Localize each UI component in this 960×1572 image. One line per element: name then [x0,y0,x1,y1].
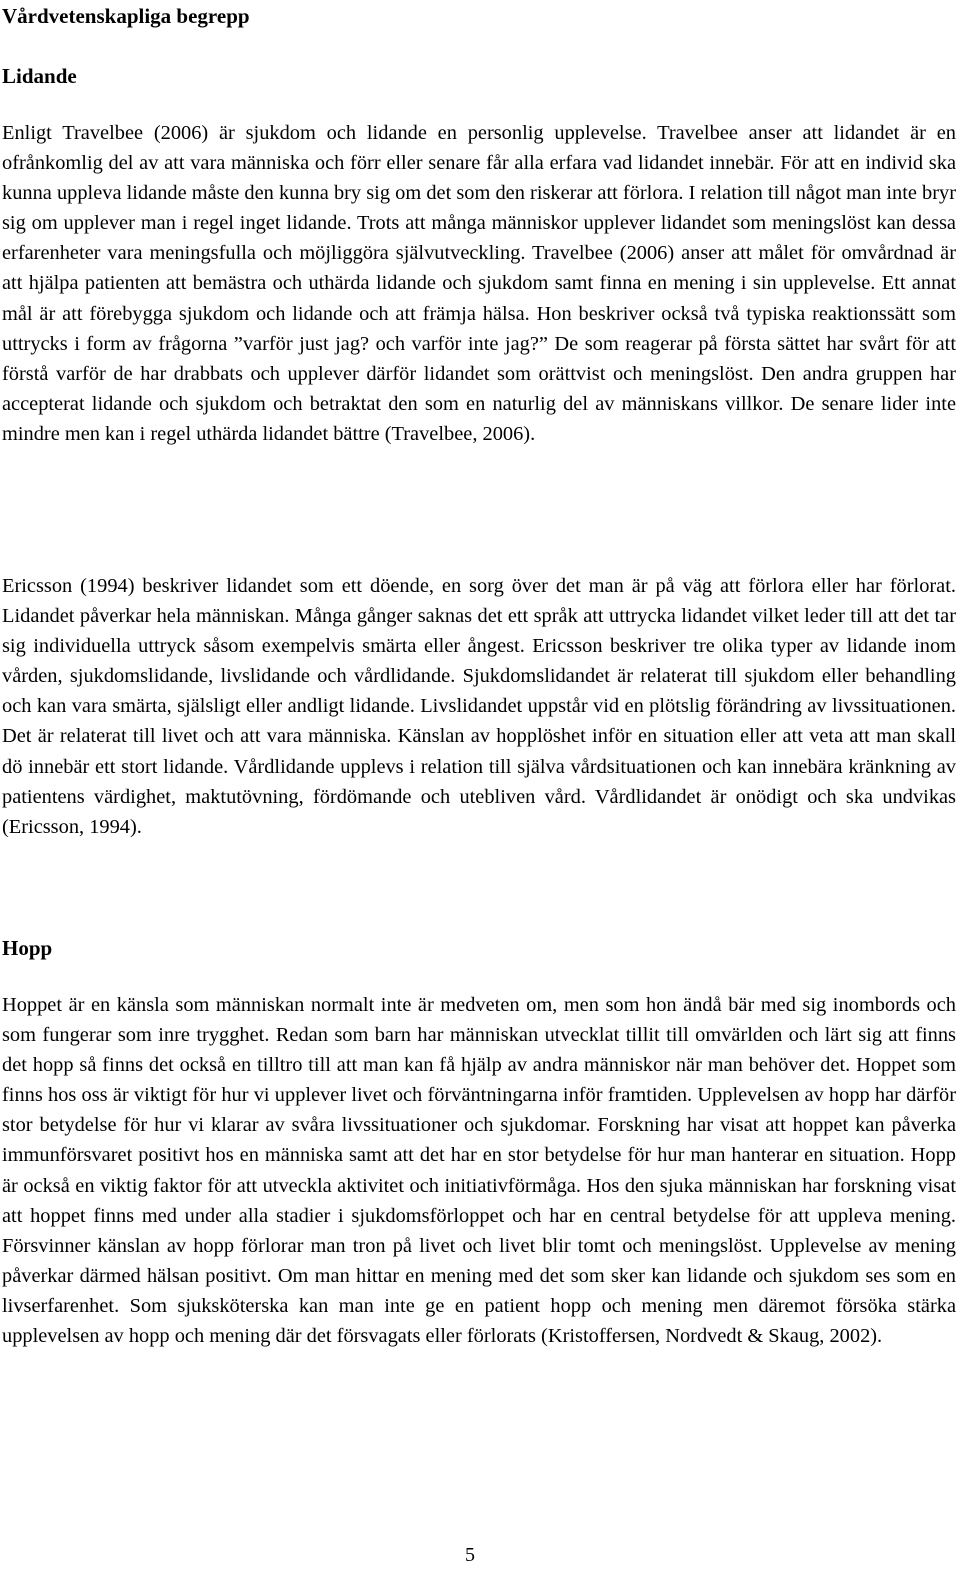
paragraph-lidande-2: Ericsson (1994) beskriver lidandet som ett döende, en sorg över det man är på väg att förlora eller har förlorat. Lidandet påverkar hela människan. Många gånger saknas det ett språk att uttrycka lidandet vilket leder till att det tar sig individuella uttryck såsom exempelvis smärta eller ångest. Ericsson beskriver tre olika typer av lidande inom vården, sjukdomslidande, livslidande och vårdlidande. Sjukdomslidandet är relaterat till sjukdom eller behandling och kan vara smärta, själsligt eller andligt lidande. Livslidandet uppstår vid en plötslig förändring av livssituationen. Det är relaterat till livet och att vara människa. Känslan av hopplöshet inför en situation eller att veta att man skall dö innebär ett stort lidande. Vårdlidande upplevs i relation till själva vårdsituationen och kan innebära kränkning av patientens värdighet, maktutövning, fördömande och utebliven vård. Vårdlidandet är onödigt och ska undvikas (Ericsson, 1994). [2,575,956,838]
paragraph-hopp-1: Hoppet är en känsla som människan normalt inte är medveten om, men som hon ändå bär med sig inombords och som fungerar som inre trygghet. Redan som barn har människan utvecklat tillit till omvärlden och lärt sig att finns det hopp så finns det också en tilltro till att man kan få hjälp av andra människor när man behöver det. Hoppet som finns hos oss är viktigt för hur vi upplever livet och förväntningarna inför framtiden. Upplevelsen av hopp har därför stor betydelse för hur vi klarar av svåra livssituationer och sjukdomar. Forskning har visat att hoppet kan påverka immunförsvaret positivt hos en människa samt att det har en stor betydelse för hur man hanterar en situation. Hopp är också en viktig faktor för att utveckla aktivitet och initiativförmåga. Hos den sjuka människan har forskning visat att hoppet finns med under alla stadier i sjukdomsförloppet och har en central betydelse för att uppleva mening. Försvinner känslan av hopp förlorar man tron på livet och livet blir tomt och meningslöst. Upplevelse av mening påverkar därmed hälsan positivt. Om man hittar en mening med det som sker kan lidande och sjukdom ses som en livserfarenhet. Som sjuksköterska kan man inte ge en patient hopp och mening men däremot försöka stärka upplevelsen av hopp och mening där det försvagats eller förlorats (Kristoffersen, Nordvedt & Skaug, 2002). [2,994,956,1348]
page-title: Vårdvetenskapliga begrepp [2,4,250,28]
section-heading-hopp: Hopp [2,936,53,960]
section-heading-lidande: Lidande [2,64,77,88]
paragraph-lidande-1: Enligt Travelbee (2006) är sjukdom och lidande en personlig upplevelse. Travelbee anser att lidandet är en ofrånkomlig del av att vara människa och förr eller senare får alla erfara vad lidandet innebär. För att en individ ska kunna uppleva lidande måste den kunna bry sig om det som den riskerar att förlora. I relation till något man inte bryr sig om upplever man i regel inget lidande. Trots att många människor upplever lidandet som meningslöst kan dessa erfarenheter vara meningsfulla och möjliggöra självutveckling. Travelbee (2006) anser att målet för omvårdnad är att hjälpa patienten att bemästra och uthärda lidande och sjukdom samt finna en mening i sin upplevelse. Ett annat mål är att förebygga sjukdom och lidande och att främja hälsa. Hon beskriver också två typiska reaktionssätt som uttrycks i form av frågorna ”varför just jag? och varför inte jag?” De som reagerar på första sättet har svårt för att förstå varför de har drabbats och upplever därför lidandet som orättvist och meningslöst. Den andra gruppen har accepterat lidande och sjukdom och betraktat den som en naturlig del av människans villkor. De senare lider inte mindre men kan i regel uthärda lidandet bättre (Travelbee, 2006). [2,122,956,445]
page-number: 5 [465,1544,475,1566]
